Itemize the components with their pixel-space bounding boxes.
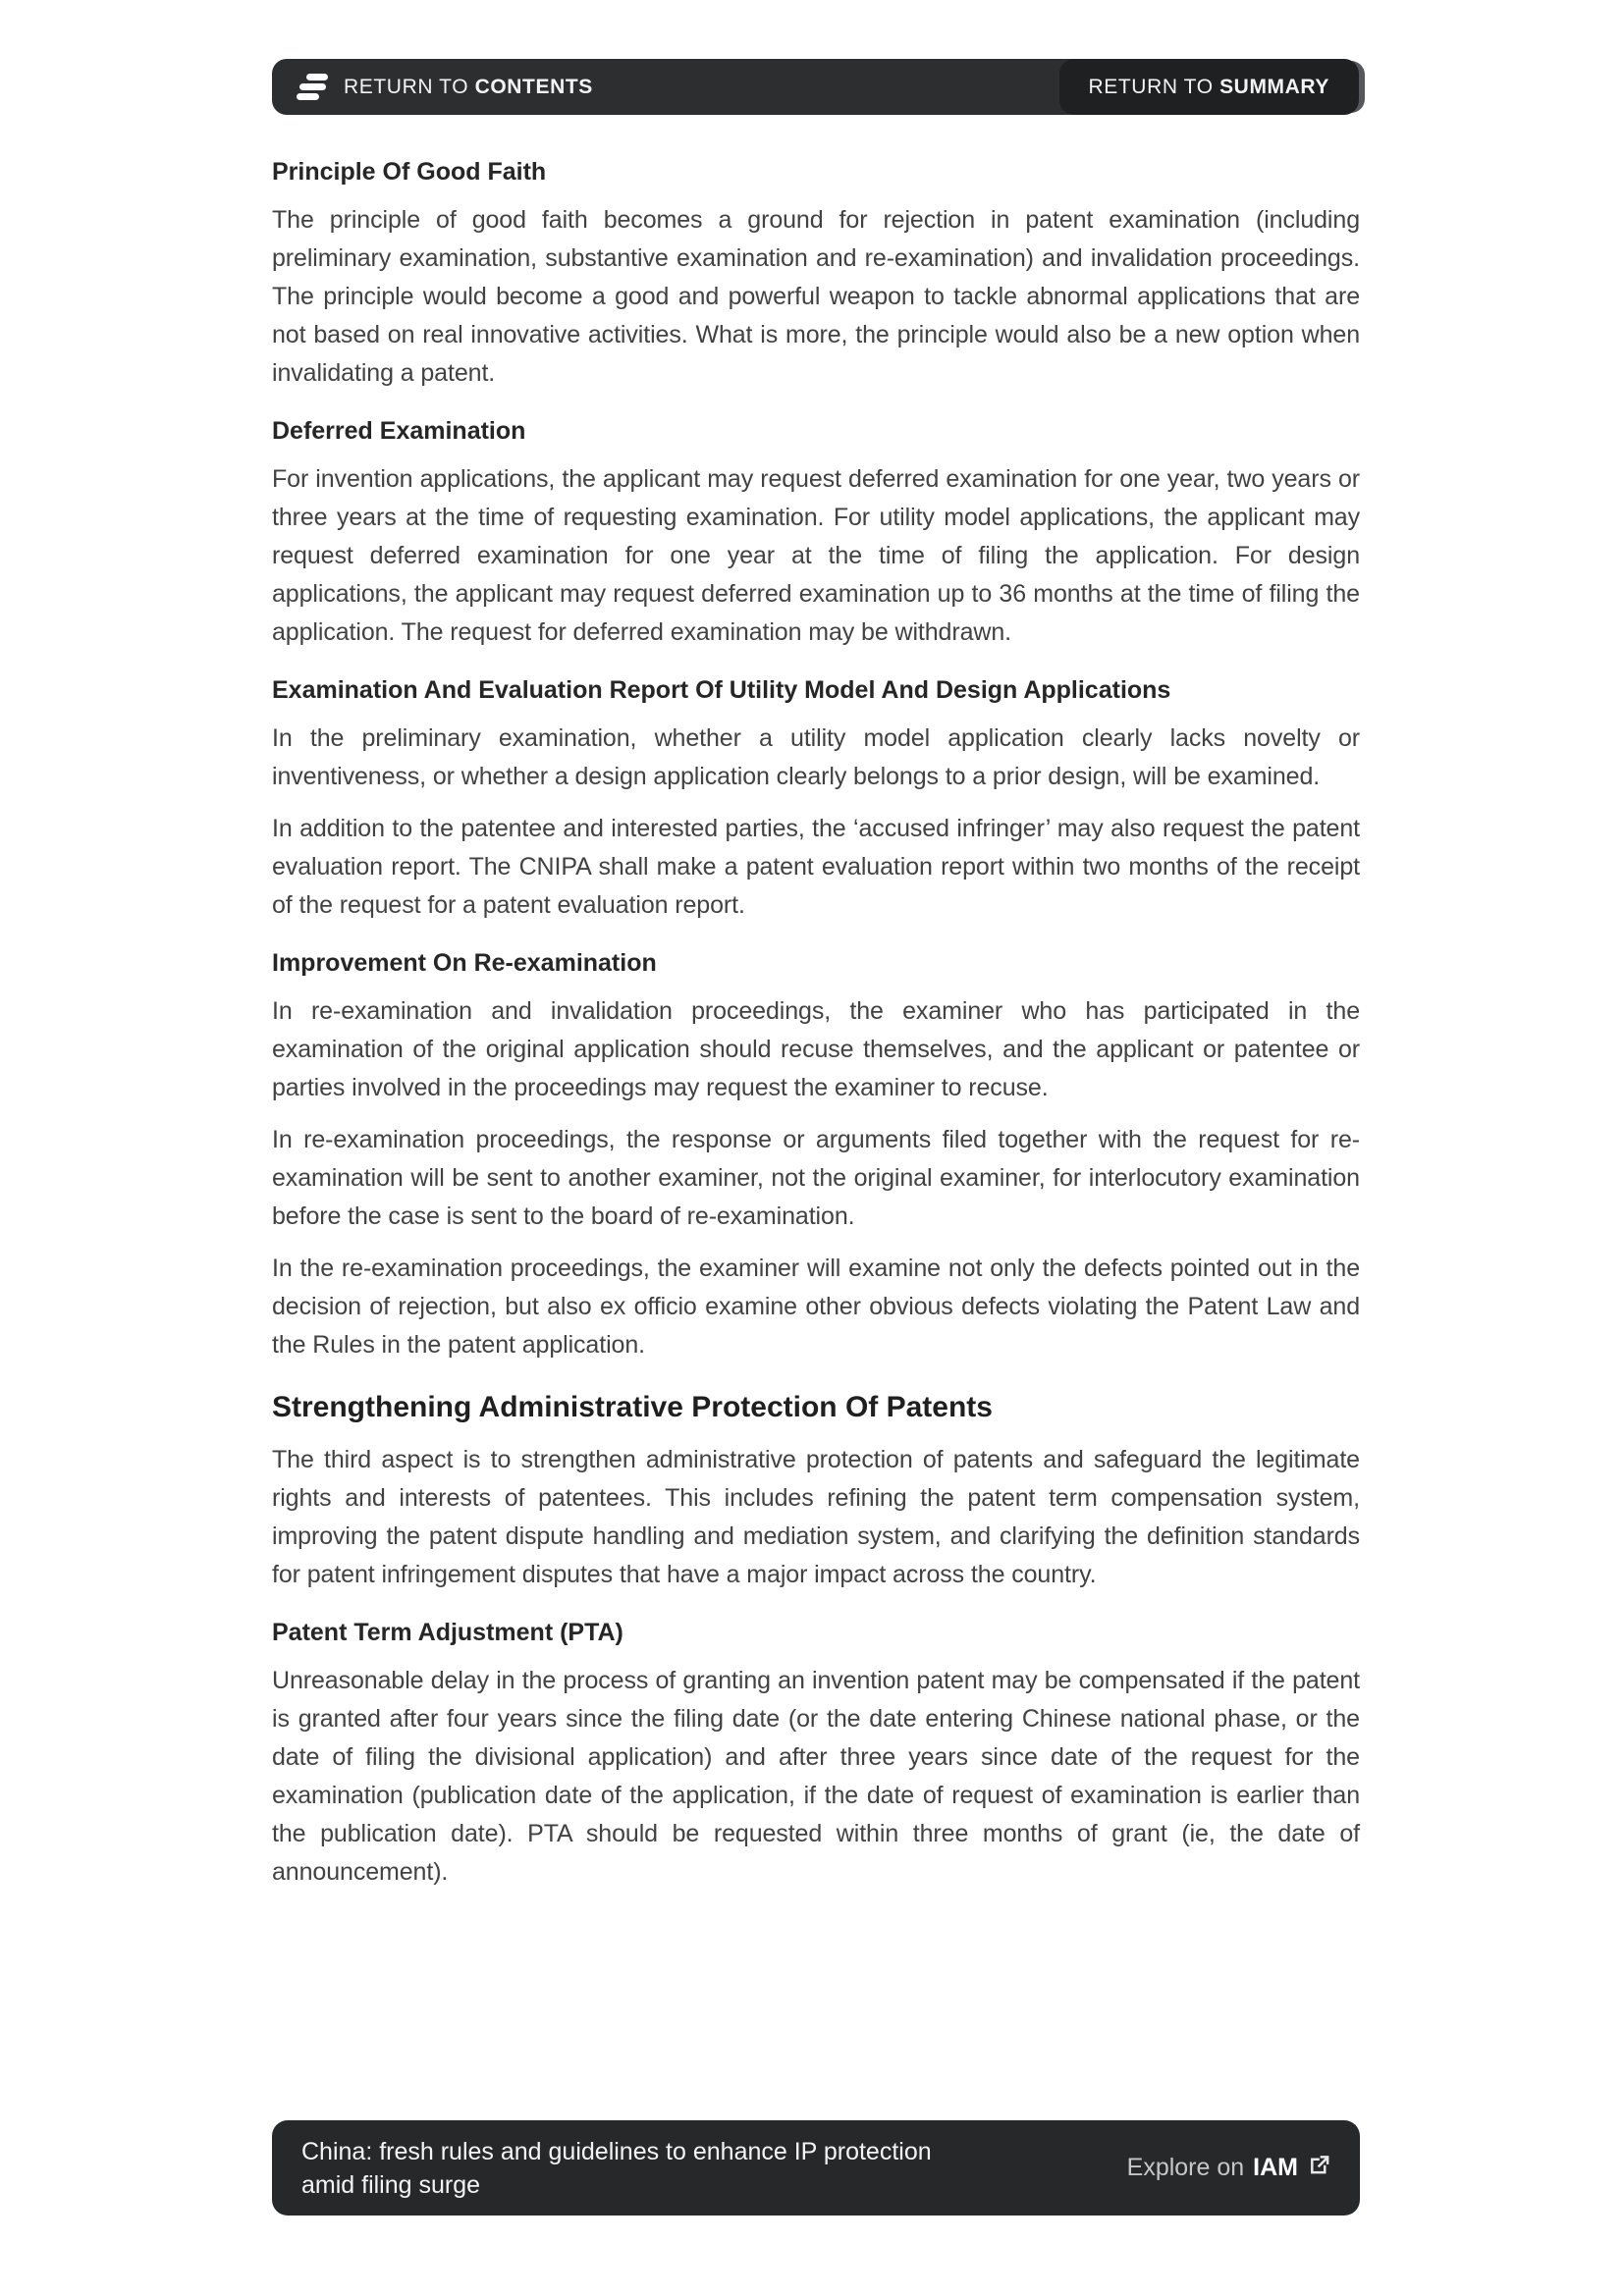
explore-on-label: Explore on: [1126, 2154, 1245, 2181]
return-to-contents-button[interactable]: [296, 74, 593, 100]
paragraph: In the preliminary examination, whether a utility model application clearly lacks novelty or inventiveness, or whether a design application clearly belongs to a prior design, will be examined.: [272, 724, 1360, 790]
iam-brand-label: IAM: [1253, 2154, 1298, 2181]
return-to-contents-label: RETURN TO CONTENTS: [344, 75, 593, 98]
paragraph: In re-examination proceedings, the response or arguments filed together with the request for re-examination will be sent to another examiner, not the original examiner, for interlocutory examination before the case is sent to the board of re-examination.: [272, 1126, 1360, 1230]
footer-article-title-line1: China: fresh rules and guidelines to enhance IP protection: [301, 2137, 932, 2165]
paragraph: In re-examination and invalidation proceedings, the examiner who has participated in the examination of the original application should recuse themselves, and the applicant or patentee or parties involved in the proceedings may request the examiner to recuse.: [272, 997, 1360, 1101]
explore-on-iam-link[interactable]: [1127, 2154, 1330, 2183]
return-to-summary-label: RETURN TO SUMMARY: [1088, 75, 1329, 98]
section-heading-principle-of-good-faith: Principle Of Good Faith: [272, 158, 547, 186]
external-link-icon: [1308, 2154, 1330, 2183]
section-heading-patent-term-adjustment: Patent Term Adjustment (PTA): [272, 1619, 623, 1646]
section-heading-strengthening-administrative-protection: Strengthening Administrative Protection Of Patents: [272, 1391, 993, 1423]
return-to-summary-button[interactable]: [1059, 59, 1360, 115]
paragraph: The principle of good faith becomes a ground for rejection in patent examination (including preliminary examination, substantive examination and re-examination) and invalidation proceedings. The principle would become a good and powerful weapon to tackle abnormal applications that are not based on real innovative activities. What is more, the principle would also be a new option when invalidating a patent.: [272, 206, 1360, 387]
page-footer-bar: [272, 2120, 1360, 2216]
section-heading-examination-evaluation-report: Examination And Evaluation Report Of Utility Model And Design Applications: [272, 676, 1171, 704]
paragraph: The third aspect is to strengthen administrative protection of patents and safeguard the legitimate rights and interests of patentees. This includes refining the patent term compensation system, improving the patent dispute handling and mediation system, and clarifying the definition standards for patent infringement disputes that have a major impact across the country.: [272, 1446, 1360, 1588]
page-header-bar: [272, 59, 1365, 115]
paragraph: In addition to the patentee and interested parties, the ‘accused infringer’ may also request the patent evaluation report. The CNIPA shall make a patent evaluation report within two months of the receipt of the request for a patent evaluation report.: [272, 815, 1360, 919]
footer-article-title-line2: amid filing surge: [301, 2170, 481, 2199]
paragraph: For invention applications, the applicant may request deferred examination for one year, two years or three years at the time of requesting examination. For utility model applications, the applicant may request deferred examination for one year at the time of filing the application. For design applications, the applicant may request deferred examination up to 36 months at the time of filing the application. The request for deferred examination may be withdrawn.: [272, 465, 1360, 646]
section-heading-deferred-examination: Deferred Examination: [272, 417, 526, 445]
section-heading-improvement-on-re-examination: Improvement On Re-examination: [272, 949, 657, 977]
article-body: [272, 157, 1360, 1905]
iam-logo-icon: [296, 74, 328, 100]
paragraph: In the re-examination proceedings, the examiner will examine not only the defects pointed out in the decision of rejection, but also ex officio examine other obvious defects violating the Patent Law and the Rules in the patent application.: [272, 1255, 1360, 1359]
paragraph: Unreasonable delay in the process of granting an invention patent may be compensated if the patent is granted after four years since the filing date (or the date entering Chinese national phase, or the date of filing the divisional application) and after three years since date of the request for the examination (publication date of the application, if the date of request of examination is earlier than the publication date). PTA should be requested within three months of grant (ie, the date of announcement).: [272, 1667, 1360, 1886]
footer-article-title: [301, 2135, 932, 2202]
